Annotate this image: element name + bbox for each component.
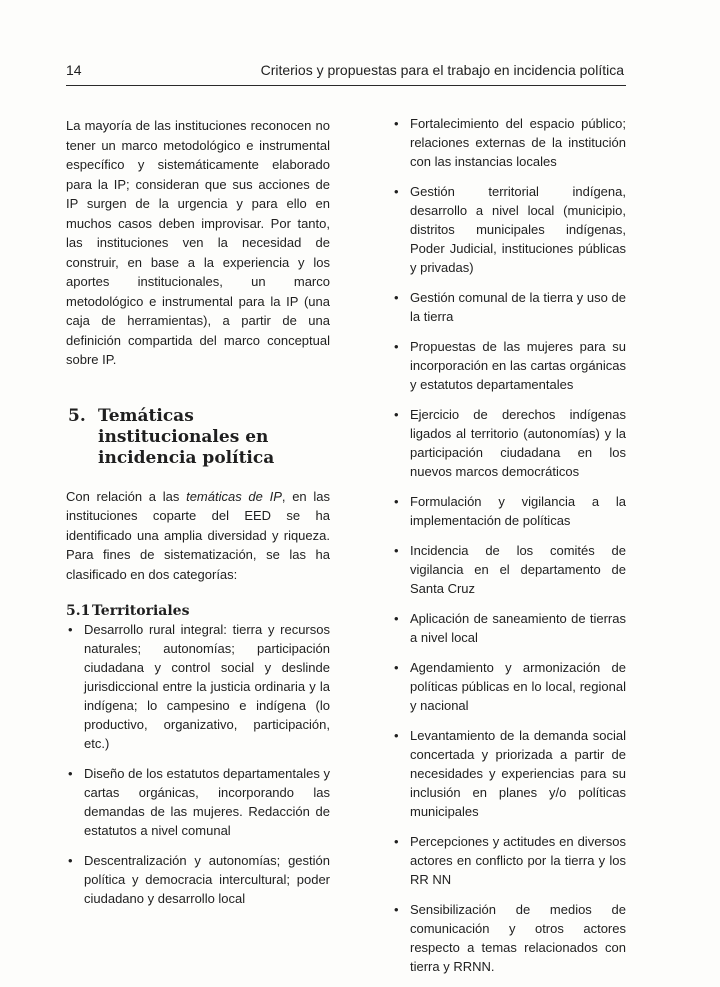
section-paragraph-after: , en las instituciones coparte del EED se ha identificado una amplia diversidad y riqueza. Para fines de sistematización, se las ha clasificado en dos categorías: <box>66 488 330 582</box>
subsection-number: 5.1 <box>66 603 91 619</box>
list-item: • Fortalecimiento del espacio público; relaciones externas de la institución con las instancias locales <box>394 116 626 169</box>
bullet-icon: • <box>68 853 73 868</box>
list-item: • Desarrollo rural integral: tierra y recursos naturales; autonomías; participación ciudadana y control social y deslinde jurisdiccional entre la justicia ordinaria y la indígena; lo campesino e indígena (lo productivo, organizativo, participación, etc.) <box>68 622 330 751</box>
bullet-icon: • <box>394 660 399 675</box>
list-item: • Sensibilización de medios de comunicación y otros actores respecto a temas relacionados con tierra y RRNN. <box>394 902 626 974</box>
section-heading <box>66 406 330 469</box>
territorial-list-right <box>392 114 626 976</box>
list-item: • Percepciones y actitudes en diversos actores en conflicto por la tierra y los RR NN <box>394 834 626 887</box>
bullet-icon: • <box>394 407 399 422</box>
bullet-icon: • <box>68 622 73 637</box>
territorial-list-left <box>66 620 330 908</box>
list-item: • Diseño de los estatutos departamentales y cartas orgánicas, incorporando las demandas de las mujeres. Redacción de estatutos a nivel comunal <box>68 766 330 838</box>
bullet-icon: • <box>394 543 399 558</box>
header-rule <box>66 85 626 86</box>
section-paragraph <box>66 487 330 585</box>
list-item: • Propuestas de las mujeres para su incorporación en las cartas orgánicas y estatutos departamentales <box>394 339 626 392</box>
bullet-icon: • <box>394 339 399 354</box>
section-paragraph-emphasis: temáticas de IP <box>186 488 282 504</box>
list-item: • Ejercicio de derechos indígenas ligados al territorio (autonomías) y la participación ciudadana en los nuevos marcos democráticos <box>394 407 626 479</box>
list-item: • Levantamiento de la demanda social concertada y priorizada a partir de necesidades y experiencias para su inclusión en planes y/o políticas municipales <box>394 728 626 819</box>
bullet-icon: • <box>394 611 399 626</box>
subsection-title: Territoriales <box>92 603 190 619</box>
page-header <box>66 62 624 84</box>
list-item: • Descentralización y autonomías; gestión política y democracia intercultural; poder ciudadano y desarrollo local <box>68 853 330 906</box>
bullet-icon: • <box>394 834 399 849</box>
page-number: 14 <box>66 62 82 78</box>
subsection-heading <box>66 602 330 620</box>
bullet-icon: • <box>394 184 399 199</box>
bullet-icon: • <box>68 766 73 781</box>
intro-paragraph: La mayoría de las instituciones reconocen no tener un marco metodológico e instrumental específico y sistemáticamente elaborado para la IP; consideran que sus acciones de IP surgen de la urgencia y para ello en muchos casos deben improvisar. Por tanto, las instituciones ven la necesidad de construir, en base a la experiencia y los aportes institucionales, un marco metodológico e instrumental para la IP (una caja de herramientas), a partir de una definición compartida del marco conceptual sobre IP. <box>66 118 330 367</box>
bullet-icon: • <box>394 290 399 305</box>
section-paragraph-before: Con relación a las <box>66 488 187 504</box>
bullet-icon: • <box>394 116 399 131</box>
list-item: • Agendamiento y armonización de políticas públicas en lo local, regional y nacional <box>394 660 626 713</box>
list-item: • Gestión territorial indígena, desarrollo a nivel local (municipio, distritos municipales indígenas, Poder Judicial, instituciones públicas y privadas) <box>394 184 626 275</box>
bullet-icon: • <box>394 728 399 743</box>
left-column <box>66 116 330 919</box>
running-title: Criterios y propuestas para el trabajo en incidencia política <box>260 62 624 78</box>
bullet-icon: • <box>394 494 399 509</box>
list-item: • Incidencia de los comités de vigilancia en el departamento de Santa Cruz <box>394 543 626 596</box>
right-column <box>392 114 626 987</box>
list-item: • Aplicación de saneamiento de tierras a nivel local <box>394 611 626 645</box>
section-title: Temáticas institucionales en incidencia política <box>98 405 275 468</box>
list-item: • Formulación y vigilancia a la implementación de políticas <box>394 494 626 528</box>
list-item: • Gestión comunal de la tierra y uso de la tierra <box>394 290 626 324</box>
section-number: 5. <box>68 405 86 426</box>
bullet-icon: • <box>394 902 399 917</box>
